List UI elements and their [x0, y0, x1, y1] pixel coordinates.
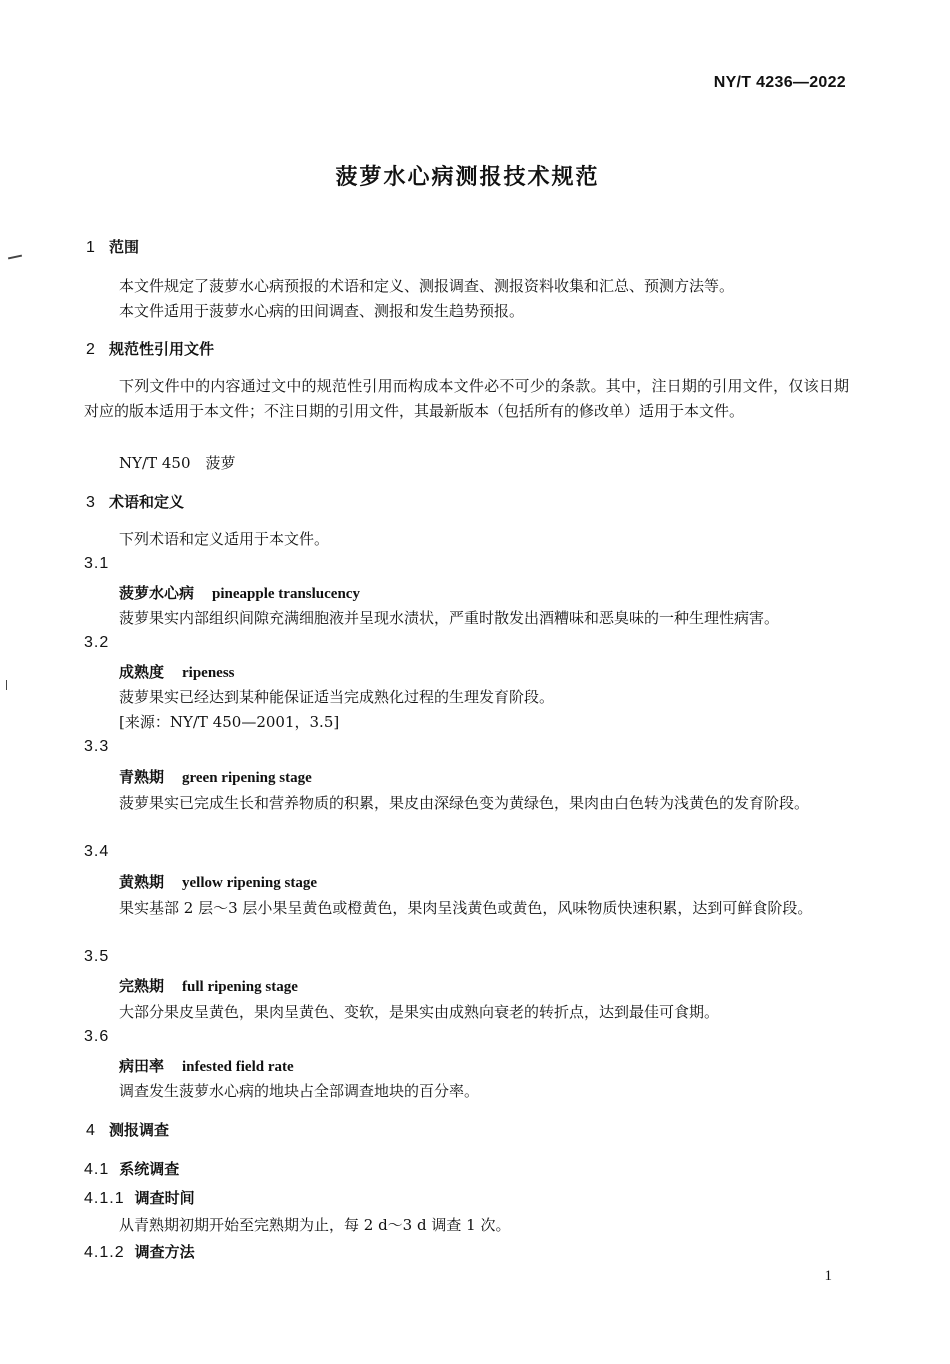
paragraph: 下列术语和定义适用于本文件。	[119, 530, 330, 548]
section-number: 2	[86, 341, 95, 358]
paragraph: 本文件适用于菠萝水心病的田间调查、测报和发生趋势预报。	[119, 302, 525, 320]
definition: 菠萝果实内部组织间隙充满细胞液并呈现水渍状，严重时散发出酒糟味和恶臭味的一种生理性病害。	[119, 609, 780, 627]
section-title: 规范性引用文件	[109, 340, 215, 358]
definition: 大部分果皮呈黄色，果肉呈黄色、变软，是果实由成熟向衰老的转折点，达到最佳可食期。	[119, 1003, 720, 1021]
section-title: 术语和定义	[109, 493, 185, 511]
clause-number: 3.6	[84, 1028, 110, 1045]
section-number: 4	[86, 1122, 95, 1139]
term-entry	[119, 871, 317, 892]
term-entry	[119, 661, 235, 682]
scan-mark	[6, 680, 7, 690]
term-en: full ripening stage	[182, 979, 298, 995]
section-1-heading	[86, 236, 139, 257]
definition: 果实基部 2 层～3 层小果呈黄色或橙黄色，果肉呈浅黄色或黄色，风味物质快速积累，达到可鲜食阶段。	[119, 899, 813, 917]
subsection-title: 系统调查	[119, 1160, 180, 1178]
subsection-heading	[84, 1158, 179, 1179]
term-en: ripeness	[182, 665, 235, 681]
term-cn: 病田率	[119, 1057, 165, 1075]
term-en: infested field rate	[182, 1059, 294, 1075]
term-en: yellow ripening stage	[182, 875, 318, 891]
page-number: 1	[824, 1268, 832, 1284]
clause-number: 3.4	[84, 843, 110, 860]
section-3-heading	[86, 491, 184, 512]
clause-number: 3.2	[84, 634, 110, 651]
section-2-heading	[86, 338, 214, 359]
term-entry	[119, 1055, 294, 1076]
term-entry	[119, 766, 312, 787]
term-cn: 完熟期	[119, 977, 165, 995]
reference-entry: NY/T 450 菠萝	[119, 454, 236, 472]
section-4-heading	[86, 1119, 169, 1140]
paragraph: 从青熟期初期开始至完熟期为止，每 2 d～3 d 调查 1 次。	[119, 1216, 511, 1234]
subsection-title: 调查时间	[134, 1189, 195, 1207]
section-title: 范围	[109, 238, 140, 256]
definition: 菠萝果实已完成生长和营养物质的积累，果皮由深绿色变为黄绿色，果肉由白色转为浅黄色的发育阶段。	[119, 794, 810, 812]
section-title: 测报调查	[109, 1121, 170, 1139]
paragraph: 本文件规定了菠萝水心病预报的术语和定义、测报调查、测报资料收集和汇总、预测方法等。	[119, 277, 735, 295]
section-number: 1	[86, 239, 95, 256]
scan-mark	[8, 255, 22, 260]
subsection-title: 调查方法	[134, 1243, 195, 1261]
definition: 调查发生菠萝水心病的地块占全部调查地块的百分率。	[119, 1082, 480, 1100]
term-entry	[119, 975, 298, 996]
term-en: pineapple translucency	[212, 586, 360, 602]
section-number: 3	[86, 494, 95, 511]
term-cn: 青熟期	[119, 768, 165, 786]
subsection-heading	[84, 1241, 195, 1262]
clause-number: 3.3	[84, 738, 110, 755]
subsection-number: 4.1.1	[84, 1190, 125, 1207]
term-cn: 菠萝水心病	[119, 584, 195, 602]
definition: 菠萝果实已经达到某种能保证适当完成熟化过程的生理发育阶段。	[119, 688, 555, 706]
term-cn: 黄熟期	[119, 873, 165, 891]
subsection-number: 4.1.2	[84, 1244, 125, 1261]
clause-number: 3.1	[84, 555, 110, 572]
document-title: 菠萝水心病测报技术规范	[335, 165, 600, 190]
term-en: green ripening stage	[182, 770, 312, 786]
term-entry	[119, 582, 360, 603]
paragraph: 下列文件中的内容通过文中的规范性引用而构成本文件必不可少的条款。其中，注日期的引用文件，仅该日期对应的版本适用于本文件；不注日期的引用文件，其最新版本（包括所有的修改单）适用于本文件。	[84, 377, 849, 420]
clause-number: 3.5	[84, 948, 110, 965]
source-note: [来源：NY/T 450—2001，3.5]	[119, 713, 340, 731]
subsection-number: 4.1	[84, 1161, 110, 1178]
standard-number: NY/T 4236—2022	[713, 74, 846, 91]
subsection-heading	[84, 1187, 195, 1208]
term-cn: 成熟度	[119, 663, 165, 681]
